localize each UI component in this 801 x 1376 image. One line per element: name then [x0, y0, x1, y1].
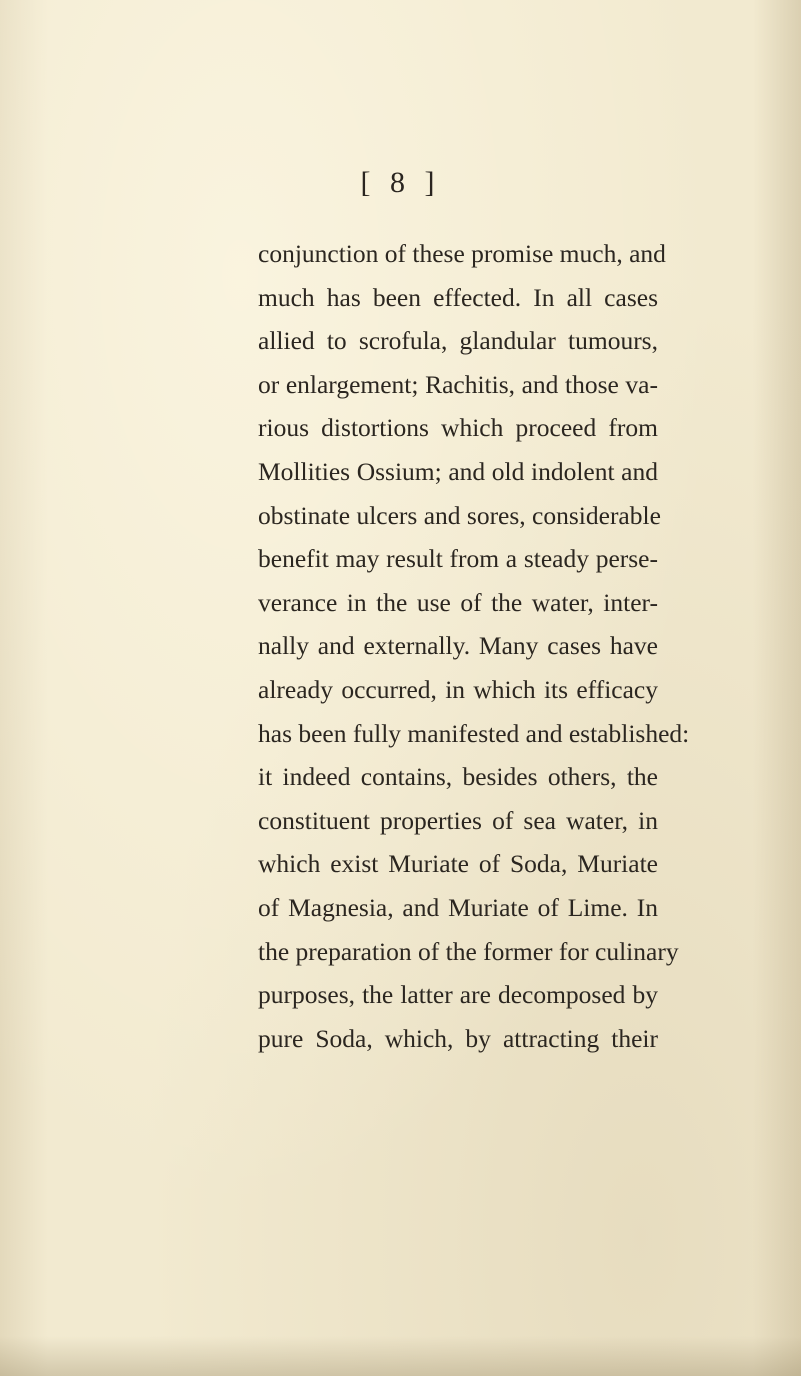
text-line: benefit may result from a steady perse-	[258, 544, 658, 574]
text-line: purposes, the latter are decomposed by	[258, 980, 658, 1010]
text-line: which exist Muriate of Soda, Muriate	[258, 849, 658, 879]
text-line: rious distortions which proceed from	[258, 413, 658, 443]
text-line: conjunction of these promise much, and	[258, 239, 666, 268]
text-line: of Magnesia, and Muriate of Lime. In	[258, 892, 658, 922]
text-line: much has been effected. In all cases	[258, 282, 658, 312]
text-line: verance in the use of the water, inter-	[258, 587, 658, 617]
text-line: constituent properties of sea water, in	[258, 805, 658, 835]
text-line: pure Soda, which, by attracting their	[258, 1023, 658, 1053]
page-number: [ 8 ]	[360, 166, 441, 199]
page-edge-shadow	[0, 1336, 801, 1376]
text-line: obstinate ulcers and sores, considerable	[258, 500, 661, 530]
text-line: the preparation of the former for culinary	[258, 936, 679, 966]
body-text	[258, 232, 690, 1060]
text-line: Mollities Ossium; and old indolent and	[258, 456, 658, 486]
text-line: has been fully manifested and established:	[258, 718, 690, 748]
text-line: allied to scrofula, glandular tumours,	[258, 326, 658, 356]
text-line: or enlargement; Rachitis, and those va-	[258, 369, 658, 399]
text-line: nally and externally. Many cases have	[258, 631, 658, 661]
text-line: it indeed contains, besides others, the	[258, 762, 658, 792]
text-line: already occurred, in which its efficacy	[258, 674, 658, 704]
